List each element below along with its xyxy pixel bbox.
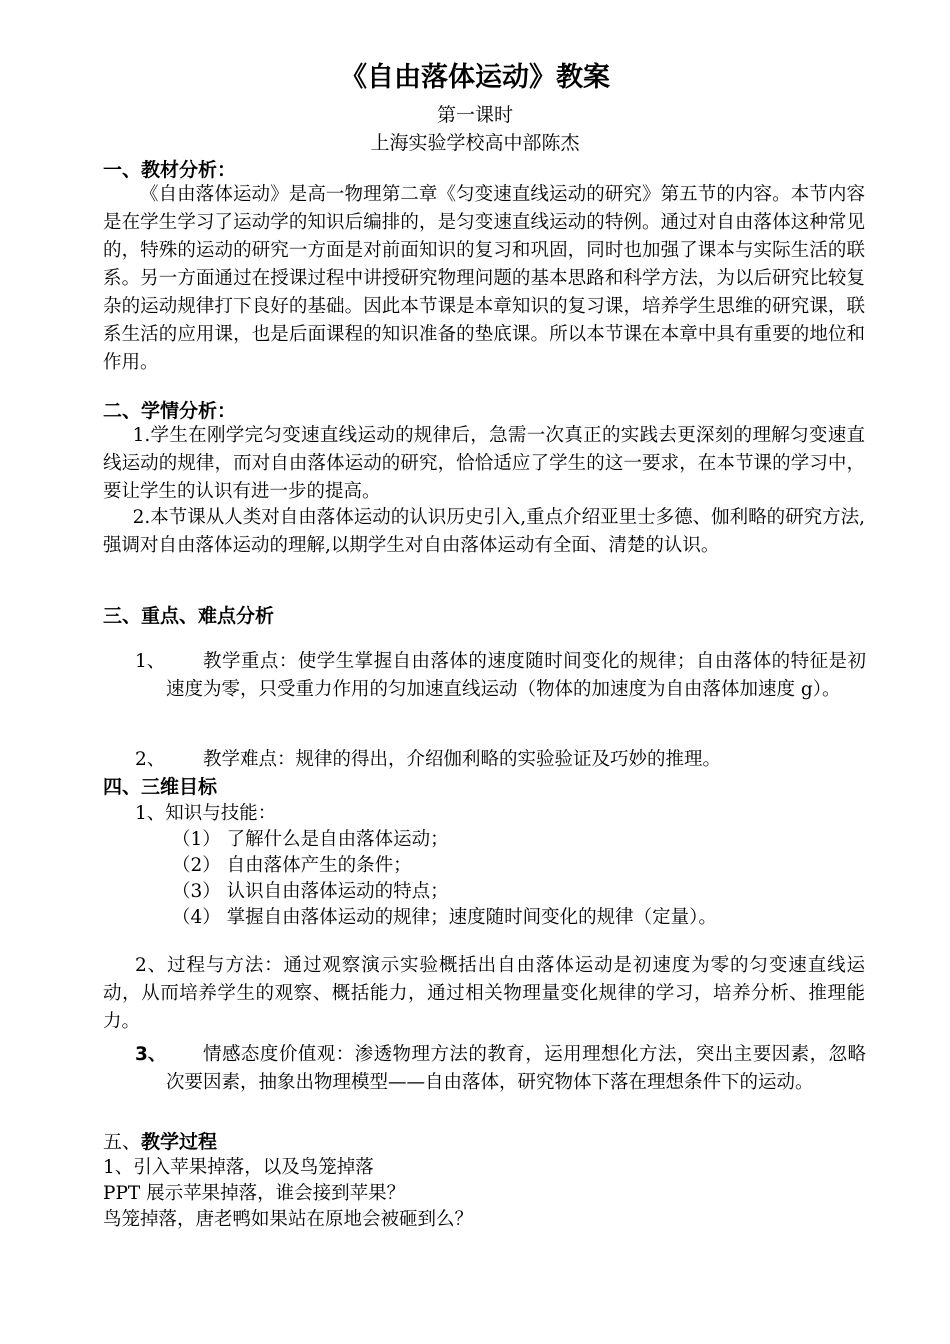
section-1-paragraph: 《自由落体运动》是高一物理第二章《匀变速直线运动的研究》第五节的内容。本节内容是在学生学习了运动学的知识后编排的，是匀变速直线运动的特例。通过对自由落体这种常见的，特殊的运动的研究一方面是对前面知识的复习和巩固，同时也加强了课本与实际生活的联系。另一方面通过在授课过程中讲授研究物理问题的基本思路和科学方法，为以后研究比较复杂的运动规律打下良好的基础。因此本节课是本章知识的复习课，培养学生思维的研究课，联系生活的应用课，也是后面课程的知识准备的垫底课。所以本节课在本章中具有重要的地位和作用。 — [103, 184, 865, 373]
difficulty-text: 教学难点：规律的得出，介绍伽利略的实验验证及巧妙的推理。 — [203, 749, 722, 770]
section-2-heading: 二、学情分析： — [103, 400, 237, 422]
key-point-number: 1、 — [135, 651, 166, 672]
emotion-values-text: 情感态度价值观：渗透物理方法的教育，运用理想化方法，突出主要因素，忽略次要因素，抽象出物理模型——自由落体，研究物体下落在理想条件下的运动。 — [166, 1044, 866, 1093]
section-2-paragraph-2: 2.本节课从人类对自由落体运动的认识历史引入,重点介绍亚里士多德、伽利略的研究方法,强调对自由落体运动的理解,以期学生对自由落体运动有全面、清楚的认识。 — [103, 507, 866, 556]
section-5-heading — [103, 1128, 217, 1156]
emotion-values-number: 3、 — [135, 1044, 167, 1065]
key-point-text: 教学重点：使学生掌握自由落体的速度随时间变化的规律；自由落体的特征是初速度为零，只受重力作用的匀加速直线运动（物体的加速度为自由落体加速度 g）。 — [166, 651, 866, 700]
document-title: 《自由落体运动》教案 — [340, 62, 610, 93]
section-4-heading: 四、三维目标 — [103, 776, 218, 798]
author-line: 上海实验学校高中部陈杰 — [370, 132, 580, 154]
difficulty-number: 2、 — [135, 749, 166, 770]
objective-item: （1） 了解什么是自由落体运动； — [172, 829, 449, 850]
process-method-text: 2、过程与方法：通过观察演示实验概括出自由落体运动是初速度为零的匀变速直线运动，从而培养学生的观察、概括能力，通过相关物理量变化规律的学习，培养分析、推理能力。 — [103, 955, 865, 1032]
lesson-period: 第一课时 — [436, 104, 513, 126]
process-line: PPT 展示苹果掉落，谁会接到苹果？ — [103, 1183, 406, 1204]
section-2-paragraph-1: 1.学生在刚学完匀变速直线运动的规律后，急需一次真正的实践去更深刻的理解匀变速直线运动的规律，而对自由落体运动的研究，恰恰适应了学生的这一要求，在本节课的学习中，要让学生的认识有进一步的提高。 — [103, 425, 865, 502]
process-line: 鸟笼掉落，唐老鸭如果站在原地会被砸到么？ — [103, 1209, 474, 1230]
section-1-heading: 一、教材分析： — [103, 159, 237, 181]
section-5-heading-text: 教学过程 — [141, 1131, 218, 1153]
process-line: 1、引入苹果掉落，以及鸟笼掉落 — [103, 1157, 374, 1178]
section-5-heading-number: 五、 — [103, 1131, 142, 1153]
objective-item: （3） 认识自由落体运动的特点； — [172, 881, 449, 902]
objective-item: （2） 自由落体产生的条件； — [172, 855, 412, 876]
knowledge-skills-title: 1、知识与技能： — [135, 803, 277, 824]
section-3-heading: 三、重点、难点分析 — [103, 605, 275, 627]
objective-item: （4） 掌握自由落体运动的规律；速度随时间变化的规律（定量）。 — [172, 907, 717, 928]
